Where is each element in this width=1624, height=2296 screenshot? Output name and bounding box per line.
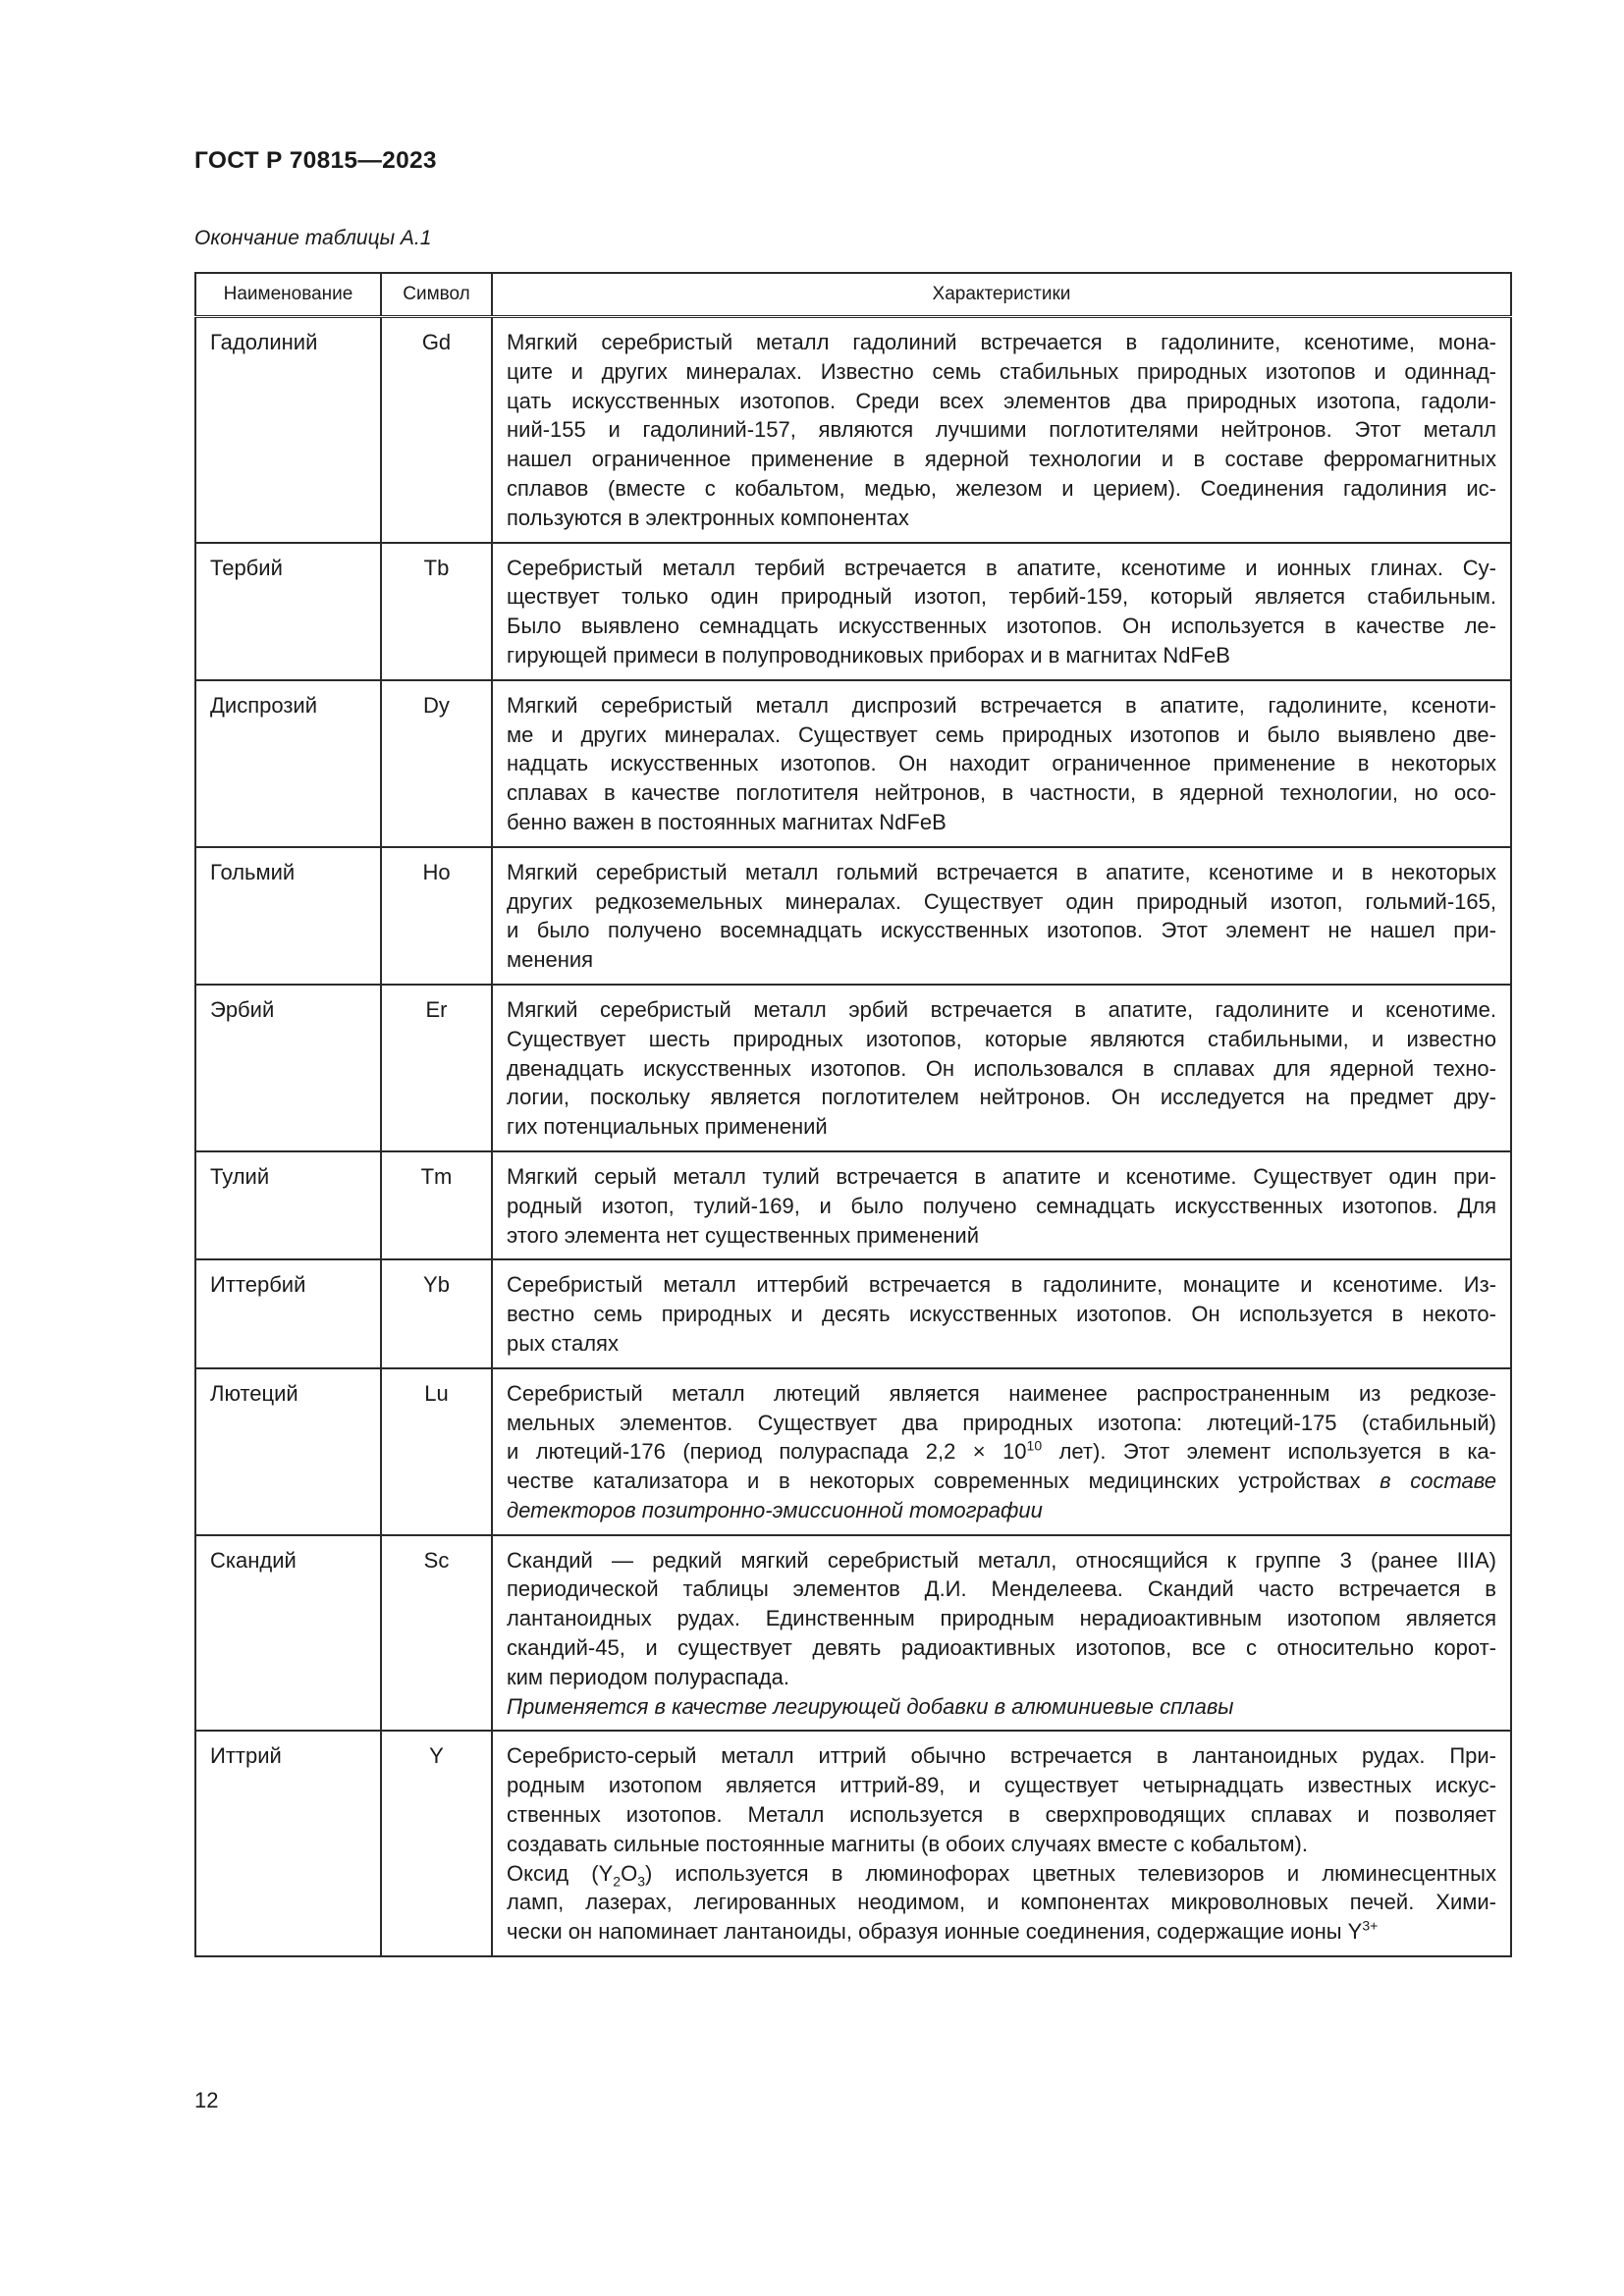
subscript: 3: [637, 1873, 645, 1890]
description-line: родным изотопом является иттрий-89, и существует четырнадцать известных искус-: [507, 1773, 1496, 1798]
element-name: Скандий: [195, 1535, 381, 1732]
table-row: [195, 317, 1511, 543]
element-description: [492, 543, 1511, 680]
page-number: 12: [194, 2088, 219, 2112]
element-symbol: Tm: [381, 1151, 492, 1259]
document-header: ГОСТ Р 70815—2023: [194, 147, 437, 174]
description-line: Мягкий серый металл тулий встречается в апатите и ксенотиме. Существует один при-: [507, 1163, 1496, 1189]
element-name: Эрбий: [195, 985, 381, 1151]
description-line: вестно семь природных и десять искусственных изотопов. Он используется в некото-: [507, 1302, 1496, 1327]
description-line: логии, поскольку является поглотителем нейтронов. Он исследуется на предмет дру-: [507, 1085, 1496, 1110]
description-line: родный изотоп, тулий-169, и было получено семнадцать искусственных изотопов. Для: [507, 1193, 1496, 1218]
ion-charge-superscript: 3+: [1362, 1917, 1379, 1934]
element-description: [492, 1731, 1511, 1956]
description-line: ний-155 и гадолиний-157, являются лучшими поглотителями нейтронов. Этот металл: [507, 417, 1496, 443]
element-symbol: Y: [381, 1731, 492, 1956]
description-line: нашел ограниченное применение в ядерной технологии и в составе ферромагнитных: [507, 447, 1496, 472]
description-line: ците и других минералах. Известно семь стабильных природных изотопов и одиннад-: [507, 358, 1496, 384]
description-line: Мягкий серебристый металл гадолиний встречается в гадолините, ксенотиме, мона-: [507, 330, 1496, 354]
description-text: O: [621, 1860, 638, 1886]
element-name: Тербий: [195, 543, 381, 680]
description-line: мельных элементов. Существует два природных изотопа: лютеций-175 (стабильный): [507, 1410, 1496, 1435]
element-description: [492, 847, 1511, 985]
description-line: и было получено восемнадцать искусственных изотопов. Этот элемент не нашел при-: [507, 918, 1496, 943]
element-name: Тулий: [195, 1151, 381, 1259]
element-symbol: Tb: [381, 543, 492, 680]
description-line: ществует только один природный изотоп, тербий-159, который является стабильным.: [507, 584, 1496, 610]
description-text: Оксид (Y: [507, 1860, 614, 1886]
table-row: [195, 847, 1511, 985]
element-description: [492, 1151, 1511, 1259]
table-row: [195, 1368, 1511, 1535]
description-line: двенадцать искусственных изотопов. Он использовался в сплавах для ядерной техно-: [507, 1055, 1496, 1081]
description-text: чески он напоминает лантаноиды, образуя ионные соединения, содержащие ионы Y: [507, 1919, 1363, 1945]
element-symbol: Dy: [381, 680, 492, 847]
description-line: рых сталях: [507, 1330, 619, 1356]
description-line: [507, 1859, 1496, 1889]
element-description: [492, 1259, 1511, 1367]
description-line: сплавов (вместе с кобальтом, медью, железом и церием). Соединения гадолиния ис-: [507, 475, 1496, 501]
description-line: ким периодом полураспада.: [507, 1664, 789, 1689]
application-note: Применяется в качестве легирующей добавки в алюминиевые сплавы: [507, 1693, 1234, 1719]
italic-text: в составе: [1380, 1468, 1497, 1494]
description-line: других редкоземельных минералах. Существует один природный изотоп, гольмий-165,: [507, 888, 1496, 914]
table-row: [195, 985, 1511, 1151]
description-line: этого элемента нет существенных применений: [507, 1222, 980, 1248]
element-name: Лютеций: [195, 1368, 381, 1535]
element-name: Диспрозий: [195, 680, 381, 847]
element-description: [492, 985, 1511, 1151]
description-line: периодической таблицы элементов Д.И. Менделеева. Скандий часто встречается в: [507, 1576, 1496, 1602]
table-caption: Окончание таблицы А.1: [194, 227, 432, 249]
description-line: цать искусственных изотопов. Среди всех элементов два природных изотопа, гадоли-: [507, 388, 1496, 413]
description-line: создавать сильные постоянные магниты (в обоих случаях вместе с кобальтом).: [507, 1831, 1308, 1856]
element-description: [492, 1535, 1511, 1732]
description-line: гирующей примеси в полупроводниковых приборах и в магнитах NdFeB: [507, 642, 1230, 667]
description-line: Было выявлено семнадцать искусственных изотопов. Он используется в качестве ле-: [507, 614, 1496, 639]
element-name: Гольмий: [195, 847, 381, 985]
description-line: Существует шесть природных изотопов, которые являются стабильными, и известно: [507, 1026, 1496, 1051]
description-line: менения: [507, 947, 594, 973]
description-line: Серебристо-серый металл иттрий обычно встречается в лантаноидных рудах. При-: [507, 1743, 1496, 1769]
exponent-superscript: 10: [1026, 1437, 1043, 1454]
elements-table: [194, 272, 1512, 1957]
description-line: [507, 1437, 1496, 1467]
description-line: скандий-45, и существует девять радиоактивных изотопов, все с относительно корот-: [507, 1635, 1496, 1661]
element-symbol: Sc: [381, 1535, 492, 1732]
table-header-row: [195, 273, 1511, 317]
description-line: сплавах в качестве поглотителя нейтронов, в частности, в ядерной технологии, но осо-: [507, 780, 1496, 806]
element-symbol: Gd: [381, 317, 492, 543]
description-line: бенно важен в постоянных магнитах NdFeB: [507, 809, 947, 834]
description-line: [507, 1467, 1496, 1496]
description-line: Серебристый металл тербий встречается в апатите, ксенотиме и ионных глинах. Су-: [507, 555, 1496, 580]
description-line: надцать искусственных изотопов. Он находит ограниченное применение в некоторых: [507, 751, 1496, 776]
element-description: [492, 317, 1511, 543]
description-line: ме и других минералах. Существует семь природных изотопов и было выявлено две-: [507, 721, 1496, 747]
description-text: ) используется в люминофорах цветных телевизоров и люминесцентных: [644, 1860, 1496, 1886]
description-line: Мягкий серебристый металл эрбий встречается в апатите, гадолините и ксенотиме.: [507, 996, 1496, 1022]
description-line: ственных изотопов. Металл используется в сверхпроводящих сплавах и позволяет: [507, 1802, 1496, 1828]
description-line: гих потенциальных применений: [507, 1114, 828, 1140]
subscript: 2: [613, 1873, 622, 1890]
header-name: Наименование: [195, 273, 381, 317]
element-description: [492, 680, 1511, 847]
element-name: Иттербий: [195, 1259, 381, 1367]
table-row: [195, 1731, 1511, 1956]
header-description: Характеристики: [492, 273, 1511, 317]
element-symbol: Ho: [381, 847, 492, 985]
table-row: [195, 543, 1511, 680]
description-text: и лютеций-176 (период полураспада 2,2 × 10: [507, 1439, 1027, 1465]
description-line: [507, 1917, 1496, 1947]
element-symbol: Lu: [381, 1368, 492, 1535]
table-row: [195, 1259, 1511, 1367]
description-text: честве катализатора и в некоторых современных медицинских устройствах: [507, 1468, 1380, 1494]
description-line: Серебристый металл лютеций является наименее распространенным из редкозе-: [507, 1380, 1496, 1406]
description-line: Мягкий серебристый металл диспрозий встречается в апатите, гадолините, ксеноти-: [507, 692, 1496, 718]
description-line: ламп, лазерах, легированных неодимом, и компонентах микроволновых печей. Хими-: [507, 1890, 1496, 1915]
description-line: детекторов позитронно-эмиссионной томографии: [507, 1497, 1043, 1522]
description-line: лантаноидных рудах. Единственным природным нерадиоактивным изотопом является: [507, 1606, 1496, 1631]
element-symbol: Er: [381, 985, 492, 1151]
description-line: Серебристый металл иттербий встречается в гадолините, монаците и ксенотиме. Из-: [507, 1272, 1496, 1298]
description-line: Мягкий серебристый металл гольмий встречается в апатите, ксенотиме и в некоторых: [507, 859, 1496, 884]
element-description: [492, 1368, 1511, 1535]
element-symbol: Yb: [381, 1259, 492, 1367]
element-name: Гадолиний: [195, 317, 381, 543]
description-line: Скандий — редкий мягкий серебристый металл, относящийся к группе 3 (ранее IIIA): [507, 1547, 1496, 1573]
table-row: [195, 1151, 1511, 1259]
description-line: пользуются в электронных компонентах: [507, 505, 909, 530]
element-name: Иттрий: [195, 1731, 381, 1956]
description-text: лет). Этот элемент используется в ка-: [1042, 1439, 1496, 1465]
table-row: [195, 1535, 1511, 1732]
header-symbol: Символ: [381, 273, 492, 317]
table-row: [195, 680, 1511, 847]
